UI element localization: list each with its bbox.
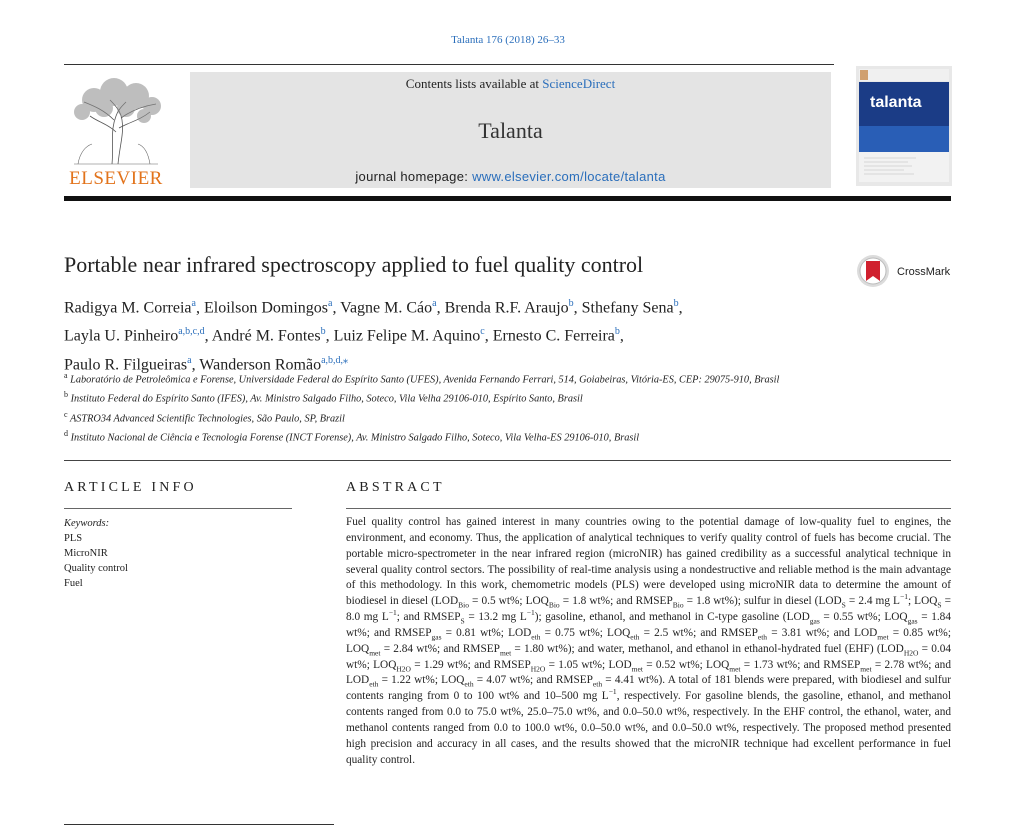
abstract-text-run: Fuel quality control has gained interest in many countries owing to the potential damage of low-quality fuel to engines, the environment, and economy. Thus, the application of analytical techniques to verify quality control of fuels has become crucial. The portable micro-spectrometer in the near infrared region (microNIR) has gained credibility as a successful analytical technique in several quality control sectors. The possibility of real-time analysis using a nondestructive and reliable method is the main advantage of this methodology. In this work, chemometric models (PLS) were developed using microNIR data to determine the amount of biodiesel in diesel (LOD: [346, 516, 951, 608]
author-name[interactable]: Layla U. Pinheiro: [64, 327, 179, 345]
abstract-text-run: = 0.52 wt%; LOQ: [642, 658, 730, 671]
abstract-subscript: S: [841, 600, 846, 610]
abstract-subscript: met: [860, 663, 872, 673]
abstract-text-run: = 0.5 wt%; LOQ: [468, 595, 549, 608]
affiliation-text: Laboratório de Petroleômica e Forense, Universidade Federal do Espírito Santo (UFES), Avenida Fernando Ferrari, 514, Goiabeiras, Vitória-ES, CEP: 29075-910, Brasil: [67, 374, 780, 386]
abstract-subscript: eth: [630, 632, 640, 642]
footnote-rule: [64, 824, 334, 825]
abstract-text-run: = 0.85 wt%; LOQ: [346, 626, 951, 655]
abstract-text-run: = 1.8 wt%; and RMSEP: [559, 595, 673, 608]
author-name[interactable]: Luiz Felipe M. Aquino: [333, 327, 481, 345]
author-separator: ,: [678, 299, 683, 317]
abstract-subscript: gas: [431, 632, 442, 642]
journal-title: Talanta: [478, 118, 543, 143]
abstract-text-run: = 3.81 wt%; and LOD: [767, 626, 878, 639]
article-info-rule: [64, 508, 292, 509]
journal-reference[interactable]: Talanta 176 (2018) 26–33: [451, 34, 565, 46]
author-affiliation-marker[interactable]: a,b,d,⁎: [321, 354, 349, 366]
section-divider: [64, 460, 951, 461]
author-affiliation-marker[interactable]: b: [320, 326, 326, 338]
affiliation-marker: d: [64, 429, 68, 439]
abstract-subscript: eth: [369, 679, 379, 689]
abstract-subscript: Bio: [458, 600, 469, 610]
cover-art: [856, 66, 952, 186]
affiliation-text: Instituto Federal do Espírito Santo (IFES), Av. Ministro Salgado Filho, Soteco, Vila Velha 29106-010, Espírito Santo, Brasil: [68, 393, 583, 405]
keyword-item: PLS: [64, 533, 83, 544]
abstract-text-run: = 8.0 mg L: [346, 595, 952, 624]
abstract-subscript: H2O: [530, 663, 546, 673]
author-separator: ,: [332, 299, 341, 317]
abstract-subscript: Bio: [548, 600, 560, 610]
author-separator: ,: [325, 327, 334, 345]
abstract-superscript: −1: [526, 608, 535, 618]
abstract-text-run: = 1.05 wt%; LOD: [545, 658, 632, 671]
affiliation-item: [64, 368, 864, 387]
author-name[interactable]: Wanderson Romão: [199, 355, 322, 373]
abstract-text-run: = 1.8 wt%); sulfur in diesel (LOD: [683, 595, 842, 608]
abstract-text-run: = 1.80 wt%); and water, methanol, and ethanol in ethanol-hydrated fuel (EHF) (LOD: [511, 642, 904, 655]
affiliation-text: Instituto Nacional de Ciência e Tecnologia Forense (INCT Forense), Av. Ministro Salgado Filho, Soteco, Vila Velha-ES 29106-010, Brasil: [68, 432, 640, 444]
abstract-subscript: met: [369, 648, 381, 657]
abstract-text-run: = 1.29 wt%; and RMSEP: [410, 658, 531, 671]
keyword-item: MicroNIR: [64, 548, 108, 559]
abstract-heading: ABSTRACT: [346, 480, 445, 495]
author-name[interactable]: André M. Fontes: [211, 327, 321, 345]
abstract-subscript: met: [877, 632, 889, 642]
abstract-subscript: S: [460, 616, 465, 626]
abstract-subscript: eth: [531, 632, 541, 642]
abstract-subscript: Bio: [672, 600, 684, 610]
abstract-text-run: = 4.07 wt%; and RMSEP: [473, 674, 593, 687]
author-name[interactable]: Radigya M. Correia: [64, 299, 192, 317]
author-name[interactable]: Sthefany Sena: [581, 299, 674, 317]
abstract-subscript: met: [631, 663, 643, 673]
homepage-line: [190, 169, 831, 184]
top-rule: [64, 64, 834, 65]
author-affiliation-marker[interactable]: a: [328, 298, 333, 309]
keywords-title: Keywords:: [64, 518, 110, 529]
abstract-text-run: = 0.75 wt%; LOQ: [540, 626, 631, 639]
cover-title: talanta: [870, 94, 922, 111]
abstract-text-run: ; LOQ: [907, 595, 938, 608]
author-separator: ,: [436, 299, 445, 317]
affiliation-item: [64, 387, 864, 406]
article-title: Portable near infrared spectroscopy applied to fuel quality control: [64, 252, 644, 277]
abstract-subscript: eth: [592, 679, 603, 689]
article-info-heading: ARTICLE INFO: [64, 480, 197, 495]
author-separator: ,: [204, 327, 212, 345]
tree-illustration: [64, 72, 168, 168]
author-affiliation-marker[interactable]: b: [673, 298, 679, 309]
abstract-text-run: = 2.5 wt%; and RMSEP: [639, 626, 758, 639]
abstract-superscript: −1: [388, 608, 397, 618]
abstract-subscript: met: [499, 648, 512, 657]
affiliation-list: [64, 368, 864, 446]
keywords-block: [64, 516, 292, 591]
homepage-prefix: journal homepage:: [355, 169, 473, 184]
contents-prefix: Contents lists available at: [405, 76, 543, 91]
crossmark-icon[interactable]: [856, 254, 890, 288]
abstract-text-run: = 0.81 wt%; LOD: [441, 626, 532, 639]
abstract-superscript: −1: [899, 592, 908, 602]
affiliation-text: ASTRO34 Advanced Scientific Technologies, São Paulo, SP, Brazil: [67, 413, 345, 425]
affiliation-marker: b: [64, 390, 68, 400]
abstract-rule: [346, 508, 951, 509]
abstract-text-run: = 1.22 wt%; LOQ: [378, 674, 465, 687]
affiliation-marker: c: [64, 409, 68, 419]
crossmark-badge: [856, 254, 890, 288]
abstract-subscript: eth: [464, 679, 474, 689]
author-affiliation-marker[interactable]: a,b,c,d: [178, 326, 205, 338]
affiliation-marker: a: [64, 371, 68, 380]
abstract-text-run: = 0.55 wt%; LOQ: [819, 611, 908, 624]
author-affiliation-marker[interactable]: b: [568, 298, 574, 309]
abstract-text-run: = 4.41 wt%). A total of 181 blends were prepared, with biodiesel and sulfur contents ranging from 0 to 100 wt% and 10–500 mg L: [346, 674, 951, 703]
author-name[interactable]: Paulo R. Filgueiras: [64, 355, 188, 373]
abstract-subscript: eth: [757, 632, 768, 642]
affiliation-item: [64, 407, 864, 426]
affiliation-item: [64, 426, 864, 445]
sciencedirect-link[interactable]: ScienceDirect: [542, 76, 616, 91]
abstract-text-run: , respectively. For gasoline blends, the gasoline, ethanol, and methanol contents ranged from 0.0 to 75.0 wt%, 25.0–75.0 wt%, and 0.0–50.0 wt%, respectively. In the EHF control, the ethanol, water, and methanol contents ranged from 0.0 to 100.0 wt%, 0.0–50.0 wt%, and 0.0–50.0 wt%, respectively. The proposed method presented high precision and accuracy in all cases, and the results showed that the microNIR technique had excellent performance in fuel quality control.: [346, 690, 951, 766]
contents-line: [190, 76, 831, 92]
abstract-text: [346, 515, 951, 769]
abstract-subscript: H2O: [903, 648, 919, 657]
journal-cover-image[interactable]: [856, 66, 952, 186]
elsevier-wordmark[interactable]: ELSEVIER: [69, 168, 163, 189]
author-affiliation-marker[interactable]: a: [191, 298, 196, 309]
keyword-item: Quality control: [64, 563, 128, 574]
abstract-text-run: = 2.78 wt%; and LOD: [346, 658, 951, 687]
author-name[interactable]: Ernesto C. Ferreira: [492, 327, 615, 345]
author-name[interactable]: Brenda R.F. Araujo: [444, 299, 569, 317]
author-separator: ,: [191, 355, 200, 373]
author-separator: ,: [484, 327, 493, 345]
abstract-subscript: met: [729, 663, 741, 673]
abstract-text-run: = 2.4 mg L: [845, 595, 900, 608]
abstract-superscript: −1: [608, 687, 617, 697]
abstract-text-run: = 1.84 wt%; and RMSEP: [346, 611, 951, 639]
abstract-text-run: ); gasoline, ethanol, and methanol in C-type gasoline (LOD: [534, 611, 810, 624]
author-list: [64, 292, 854, 377]
crossmark-label[interactable]: CrossMark: [897, 266, 951, 278]
author-name[interactable]: Eloilson Domingos: [203, 299, 328, 317]
abstract-text-run: = 2.84 wt%; and RMSEP: [380, 642, 500, 655]
author-affiliation-marker[interactable]: b: [614, 326, 620, 338]
author-separator: ,: [195, 299, 204, 317]
author-affiliation-marker[interactable]: a: [432, 298, 437, 309]
abstract-text-run: = 13.2 mg L: [464, 611, 527, 624]
abstract-subscript: gas: [907, 616, 918, 626]
abstract-subscript: S: [937, 600, 942, 610]
abstract-text-run: = 0.04 wt%; LOQ: [346, 642, 951, 671]
author-affiliation-marker[interactable]: a: [187, 354, 192, 366]
abstract-text-run: ; and RMSEP: [396, 611, 461, 624]
author-separator: ,: [619, 327, 624, 345]
author-name[interactable]: Vagne M. Cáo: [340, 299, 433, 317]
abstract-subscript: gas: [809, 616, 820, 626]
abstract-subscript: H2O: [396, 663, 411, 673]
author-separator: ,: [573, 299, 582, 317]
header-thick-rule: [64, 196, 951, 201]
homepage-link[interactable]: www.elsevier.com/locate/talanta: [472, 169, 666, 184]
author-affiliation-marker[interactable]: c: [480, 326, 485, 338]
abstract-text-run: = 1.73 wt%; and RMSEP: [740, 658, 861, 671]
keyword-item: Fuel: [64, 578, 83, 589]
